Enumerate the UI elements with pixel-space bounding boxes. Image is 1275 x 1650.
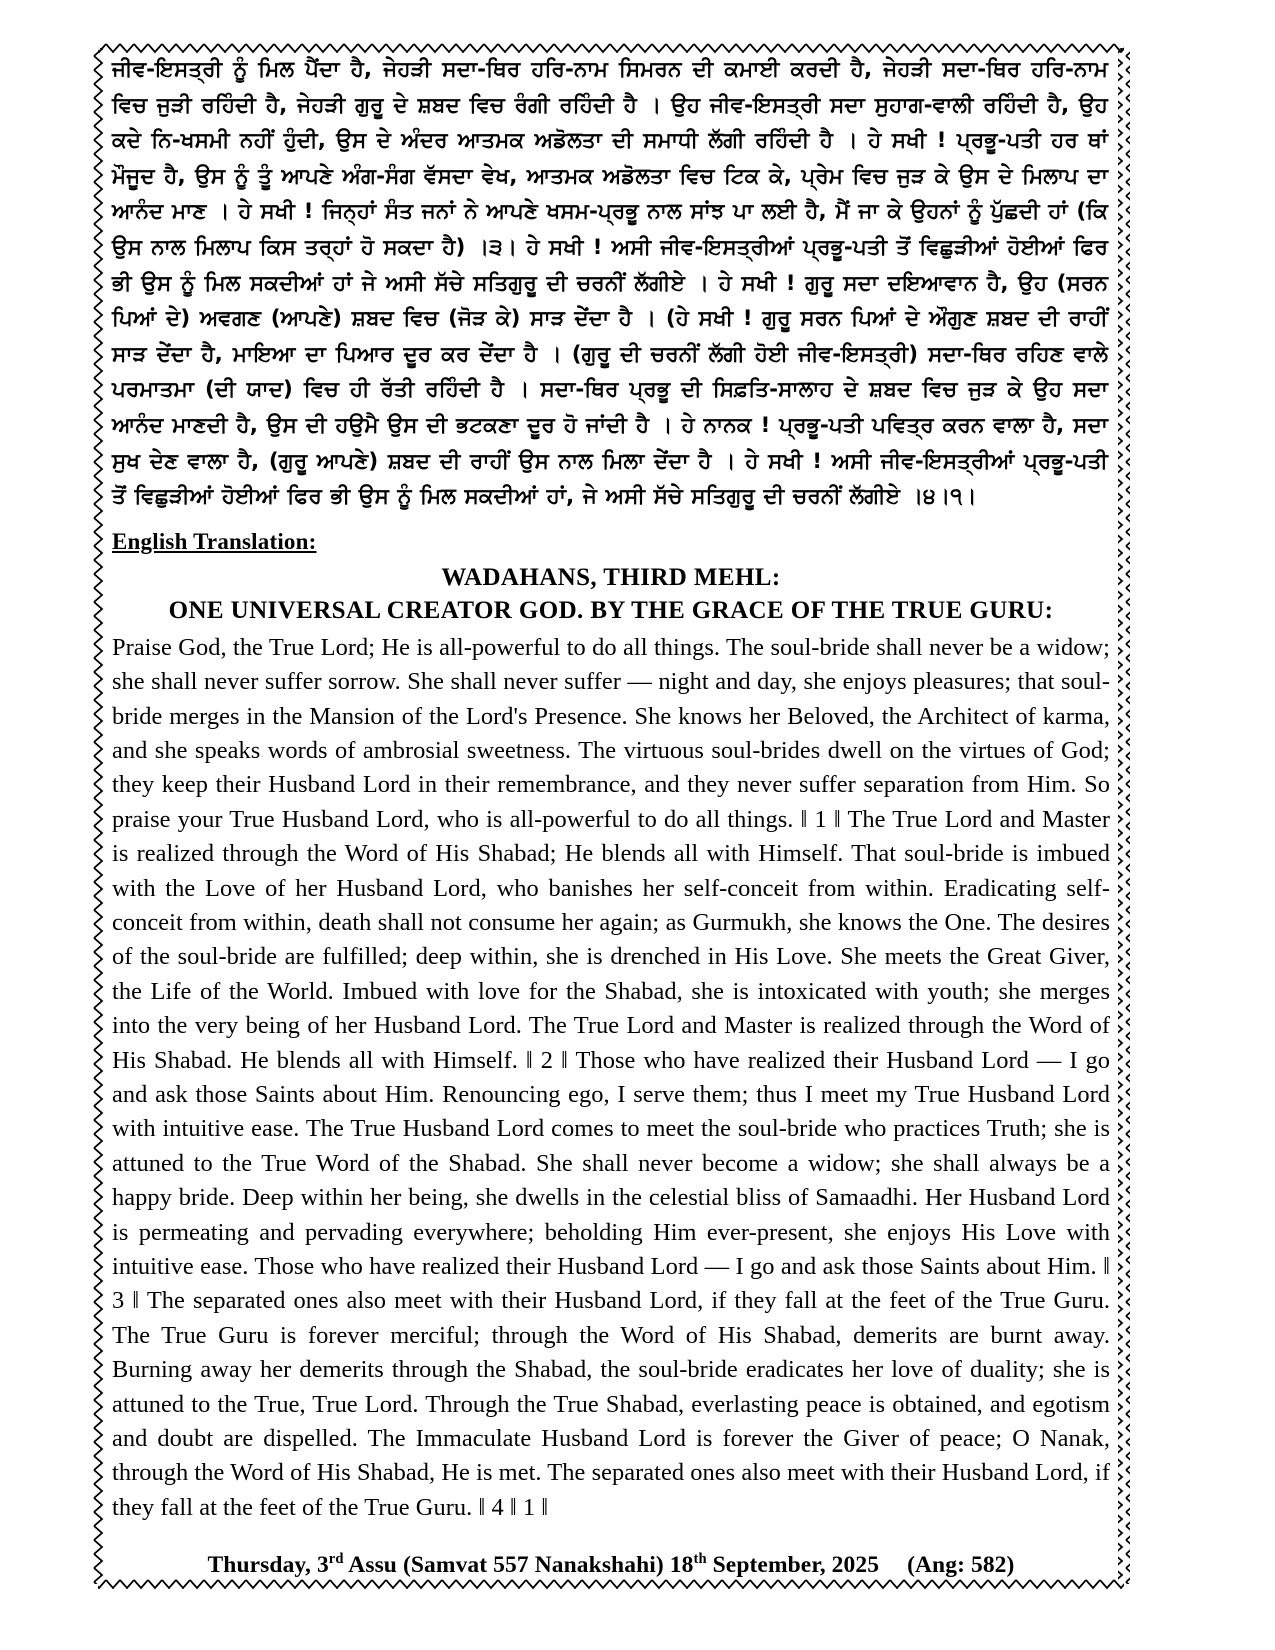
english-translation-body: Praise God, the True Lord; He is all-powerful to do all things. The soul-bride shall never be a widow; she shall never suffer sorrow. She shall never suffer — night and day, she enjoys pleasures; that soul-bride merges in the Mansion of the Lord's Presence. She knows her Beloved, the Architect of karma, and she speaks words of ambrosial sweetness. The virtuous soul-brides dwell on the virtues of God; they keep their Husband Lord in their remembrance, and they never suffer separation from Him. So praise your True Husband Lord, who is all-powerful to do all things. ‖ 1 ‖ The True Lord and Master is realized through the Word of His Shabad; He blends all with Himself. That soul-bride is imbued with the Love of her Husband Lord, who banishes her self-conceit from within. Eradicating self-conceit from within, death shall not consume her again; as Gurmukh, she knows the One. The desires of the soul-bride are fulfilled; deep within, she is drenched in His Love. She meets the Great Giver, the Life of the World. Imbued with love for the Shabad, she is intoxicated with youth; she merges into the very being of her Husband Lord. The True Lord and Master is realized through the Word of His Shabad. He blends all with Himself. ‖ 2 ‖ Those who have realized their Husband Lord — I go and ask those Saints about Him. Renouncing ego, I serve them; thus I meet my True Husband Lord with intuitive ease. The True Husband Lord comes to meet the soul-bride who practices Truth; she is attuned to the True Word of the Shabad. She shall never become a widow; she shall always be a happy bride. Deep within her being, she dwells in the celestial bliss of Samaadhi. Her Husband Lord is permeating and pervading everywhere; beholding Him ever-present, she enjoys His Love with intuitive ease. Those who have realized their Husband Lord — I go and ask those Saints about Him. ‖ 3 ‖ The separated ones also meet with their Husband Lord, if they fall at the feet of the True Guru. The True Guru is forever merciful; through the Word of His Shabad, demerits are burnt away. Burning away her demerits through the Shabad, the soul-bride eradicates her love of duality; she is attuned to the True, True Lord. Through the True Shabad, everlasting peace is obtained, and egotism and doubt are dispelled. The Immaculate Husband Lord is forever the Giver of peace; O Nanak, through the Word of His Shabad, He is met. The separated ones also meet with their Husband Lord, if they fall at the feet of the True Guru. ‖ 4 ‖ 1 ‖	[112, 633, 1110, 1521]
raag-heading: WADAHANS, THIRD MEHL:	[441, 563, 781, 591]
footer-ang-reference: (Ang: 582)	[907, 1551, 1015, 1578]
punjabi-paragraph: ਜੀਵ-ਇਸਤ੍ਰੀ ਨੂੰ ਮਿਲ ਪੈਂਦਾ ਹੈ, ਜੇਹੜੀ ਸਦਾ-ਥਿਰ ਹਰਿ-ਨਾਮ ਸਿਮਰਨ ਦੀ ਕਮਾਈ ਕਰਦੀ ਹੈ, ਜੇਹੜੀ ਸਦਾ-ਥਿਰ ਹਰਿ-ਨਾਮ ਵਿਚ ਜੁੜੀ ਰਹਿੰਦੀ ਹੈ, ਜੇਹੜੀ ਗੁਰੂ ਦੇ ਸ਼ਬਦ ਵਿਚ ਰੰਗੀ ਰਹਿੰਦੀ ਹੈ । ਉਹ ਜੀਵ-ਇਸਤ੍ਰੀ ਸਦਾ ਸੁਹਾਗ-ਵਾਲੀ ਰਹਿੰਦੀ ਹੈ, ਉਹ ਕਦੇ ਨਿ-ਖਸਮੀ ਨਹੀਂ ਹੁੰਦੀ, ਉਸ ਦੇ ਅੰਦਰ ਆਤਮਕ ਅਡੋਲਤਾ ਦੀ ਸਮਾਧੀ ਲੱਗੀ ਰਹਿੰਦੀ ਹੈ । ਹੇ ਸਖੀ ! ਪ੍ਰਭੂ-ਪਤੀ ਹਰ ਥਾਂ ਮੌਜੂਦ ਹੈ, ਉਸ ਨੂੰ ਤੂੰ ਆਪਣੇ ਅੰਗ-ਸੰਗ ਵੱਸਦਾ ਵੇਖ, ਆਤਮਕ ਅਡੋਲਤਾ ਵਿਚ ਟਿਕ ਕੇ, ਪ੍ਰੇਮ ਵਿਚ ਜੁੜ ਕੇ ਉਸ ਦੇ ਮਿਲਾਪ ਦਾ ਆਨੰਦ ਮਾਣ । ਹੇ ਸਖੀ ! ਜਿਨ੍ਹਾਂ ਸੰਤ ਜਨਾਂ ਨੇ ਆਪਣੇ ਖਸਮ-ਪ੍ਰਭੂ ਨਾਲ ਸਾਂਝ ਪਾ ਲਈ ਹੈ, ਮੈਂ ਜਾ ਕੇ ਉਹਨਾਂ ਨੂੰ ਪੁੱਛਦੀ ਹਾਂ (ਕਿ ਉਸ ਨਾਲ ਮਿਲਾਪ ਕਿਸ ਤਰ੍ਹਾਂ ਹੋ ਸਕਦਾ ਹੈ) ।੩। ਹੇ ਸਖੀ ! ਅਸੀ ਜੀਵ-ਇਸਤ੍ਰੀਆਂ ਪ੍ਰਭੂ-ਪਤੀ ਤੋਂ ਵਿਛੁੜੀਆਂ ਹੋਈਆਂ ਫਿਰ ਭੀ ਉਸ ਨੂੰ ਮਿਲ ਸਕਦੀਆਂ ਹਾਂ ਜੇ ਅਸੀ ਸੱਚੇ ਸਤਿਗੁਰੂ ਦੀ ਚਰਨੀਂ ਲੱਗੀਏ । ਹੇ ਸਖੀ ! ਗੁਰੂ ਸਦਾ ਦਇਆਵਾਨ ਹੈ, ਉਹ (ਸਰਨ ਪਿਆਂ ਦੇ) ਅਵਗਣ (ਆਪਣੇ) ਸ਼ਬਦ ਵਿਚ (ਜੋੜ ਕੇ) ਸਾੜ ਦੇਂਦਾ ਹੈ । (ਹੇ ਸਖੀ ! ਗੁਰੂ ਸਰਨ ਪਿਆਂ ਦੇ ਔਗੁਣ ਸ਼ਬਦ ਦੀ ਰਾਹੀਂ ਸਾੜ ਦੇਂਦਾ ਹੈ, ਮਾਇਆ ਦਾ ਪਿਆਰ ਦੂਰ ਕਰ ਦੇਂਦਾ ਹੈ । (ਗੁਰੂ ਦੀ ਚਰਨੀਂ ਲੱਗੀ ਹੋਈ ਜੀਵ-ਇਸਤ੍ਰੀ) ਸਦਾ-ਥਿਰ ਰਹਿਣ ਵਾਲੇ ਪਰਮਾਤਮਾ (ਦੀ ਯਾਦ) ਵਿਚ ਹੀ ਰੱਤੀ ਰਹਿੰਦੀ ਹੈ । ਸਦਾ-ਥਿਰ ਪ੍ਰਭੂ ਦੀ ਸਿਫ਼ਤਿ-ਸਾਲਾਹ ਦੇ ਸ਼ਬਦ ਵਿਚ ਜੁੜ ਕੇ ਉਹ ਸਦਾ ਆਨੰਦ ਮਾਣਦੀ ਹੈ, ਉਸ ਦੀ ਹਉਮੈ ਉਸ ਦੀ ਭਟਕਣਾ ਦੂਰ ਹੋ ਜਾਂਦੀ ਹੈ । ਹੇ ਨਾਨਕ ! ਪ੍ਰਭੂ-ਪਤੀ ਪਵਿਤ੍ਰ ਕਰਨ ਵਾਲਾ ਹੈ, ਸਦਾ ਸੁਖ ਦੇਣ ਵਾਲਾ ਹੈ, (ਗੁਰੂ ਆਪਣੇ) ਸ਼ਬਦ ਦੀ ਰਾਹੀਂ ਉਸ ਨਾਲ ਮਿਲਾ ਦੇਂਦਾ ਹੈ । ਹੇ ਸਖੀ ! ਅਸੀ ਜੀਵ-ਇਸਤ੍ਰੀਆਂ ਪ੍ਰਭੂ-ਪਤੀ ਤੋਂ ਵਿਛੁੜੀਆਂ ਹੋਈਆਂ ਫਿਰ ਭੀ ਉਸ ਨੂੰ ਮਿਲ ਸਕਦੀਆਂ ਹਾਂ, ਜੇ ਅਸੀ ਸੱਚੇ ਸਤਿਗੁਰੂ ਦੀ ਚਰਨੀਂ ਲੱਗੀਏ ।੪।੧।	[112, 57, 1108, 510]
footer-gregorian-day-suffix: th	[693, 1550, 707, 1567]
footer-weekday: Thursday,	[207, 1551, 311, 1578]
english-translation-label: English Translation:	[112, 528, 317, 554]
footer-nanakshahi-day: 3	[316, 1551, 329, 1578]
footer-gregorian-rest: September, 2025	[712, 1551, 880, 1578]
footer-nanakshahi-day-suffix: rd	[328, 1550, 344, 1567]
footer-gregorian-day: 18	[669, 1551, 694, 1578]
mool-mantar-heading: ONE UNIVERSAL CREATOR GOD. BY THE GRACE OF THE TRUE GURU:	[168, 596, 1054, 624]
footer-nanakshahi-month: Assu (Samvat 557 Nanakshahi)	[348, 1551, 664, 1578]
page-content	[112, 52, 1110, 1580]
date-footer	[112, 1550, 1110, 1580]
